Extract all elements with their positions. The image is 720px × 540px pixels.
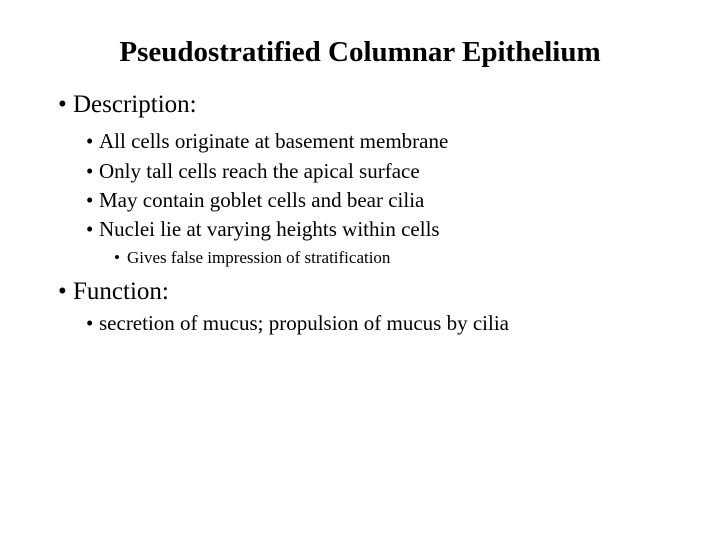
list-item xyxy=(86,216,440,242)
slide-title: Pseudostratified Columnar Epithelium xyxy=(119,36,601,68)
section-heading-function xyxy=(58,277,169,307)
section-heading-label: Function: xyxy=(73,278,169,305)
bullet-icon: • xyxy=(58,91,67,118)
sub-list-item xyxy=(114,247,390,269)
list-item-text: Only tall cells reach the apical surface xyxy=(99,159,420,183)
bullet-icon: • xyxy=(86,311,94,335)
sub-list-item-text: Gives false impression of stratification xyxy=(127,248,391,267)
list-item-text: secretion of mucus; propulsion of mucus by cilia xyxy=(99,311,510,335)
bullet-icon: • xyxy=(114,248,120,267)
list-item xyxy=(86,310,509,336)
list-item xyxy=(86,187,424,213)
bullet-icon: • xyxy=(86,217,94,241)
list-item xyxy=(86,158,420,184)
bullet-icon: • xyxy=(86,129,94,153)
list-item-text: Nuclei lie at varying heights within cells xyxy=(99,217,440,241)
list-item xyxy=(86,128,448,154)
bullet-icon: • xyxy=(58,278,67,305)
list-item-text: May contain goblet cells and bear cilia xyxy=(99,188,425,212)
list-item-text: All cells originate at basement membrane xyxy=(99,129,449,153)
section-heading-label: Description: xyxy=(73,91,197,118)
section-heading-description xyxy=(58,90,197,120)
bullet-icon: • xyxy=(86,159,94,183)
bullet-icon: • xyxy=(86,188,94,212)
